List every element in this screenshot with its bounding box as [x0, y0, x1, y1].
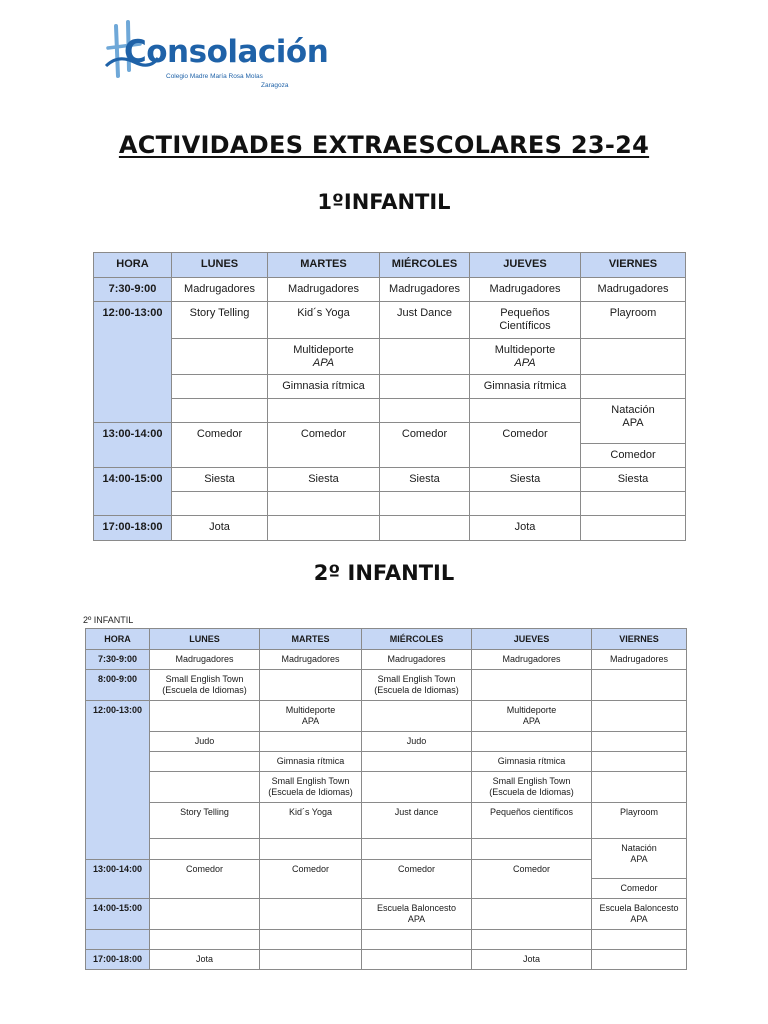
cell — [380, 399, 470, 423]
cell — [172, 492, 268, 516]
hour-cell: 8:00-9:00 — [86, 670, 150, 701]
cell: Gimnasia rítmica — [268, 375, 380, 399]
cell — [380, 375, 470, 399]
table-row — [86, 701, 687, 732]
cell — [362, 950, 472, 970]
cell: Comedor — [470, 423, 581, 468]
cell-line: Escuela Baloncesto — [376, 903, 457, 913]
cell: Jota — [172, 516, 268, 541]
cell-line: APA — [630, 853, 648, 864]
header-jueves: JUEVES — [472, 629, 592, 650]
cell — [362, 670, 472, 701]
table-row — [86, 752, 687, 772]
cell: Madrugadores — [268, 278, 380, 302]
table-row — [86, 839, 687, 860]
cell — [592, 772, 687, 803]
hour-cell: 13:00-14:00 — [94, 423, 172, 468]
table-row — [86, 732, 687, 752]
section-title-1-infantil: 1ºINFANTIL — [317, 190, 451, 214]
header-miercoles: MIÉRCOLES — [380, 253, 470, 278]
hour-cell: 14:00-15:00 — [86, 899, 150, 930]
cell: Gimnasia rítmica — [470, 375, 581, 399]
cell — [150, 752, 260, 772]
table-row — [94, 302, 686, 339]
table-row — [86, 930, 687, 950]
hour-cell — [86, 930, 150, 950]
header-martes: MARTES — [260, 629, 362, 650]
cell — [472, 839, 592, 860]
table-row — [94, 468, 686, 492]
table-row — [94, 339, 686, 375]
cell — [260, 670, 362, 701]
cell — [472, 930, 592, 950]
cell-line: APA — [301, 715, 320, 726]
hour-cell: 17:00-18:00 — [94, 516, 172, 541]
cell-line: Científicos — [499, 320, 551, 333]
cell — [470, 302, 581, 339]
cell: Comedor — [581, 444, 686, 468]
table-row — [86, 670, 687, 701]
cell-line: APA — [514, 357, 536, 370]
logo-subtitle: Colegio Madre María Rosa Molas — [166, 73, 263, 80]
table-row — [94, 399, 686, 423]
header-viernes: VIERNES — [581, 253, 686, 278]
cell-line: (Escuela de Idiomas) — [162, 684, 247, 695]
cell: Pequeños científicos — [472, 803, 592, 839]
cell — [260, 732, 362, 752]
cell — [592, 670, 687, 701]
cell: Gimnasia rítmica — [472, 752, 592, 772]
cell — [581, 492, 686, 516]
cell — [472, 670, 592, 701]
cell — [268, 399, 380, 423]
hour-cell: 17:00-18:00 — [86, 950, 150, 970]
cell-line: Small English Town — [492, 776, 571, 786]
cell — [362, 930, 472, 950]
table-row — [86, 899, 687, 930]
hour-cell: 13:00-14:00 — [86, 860, 150, 899]
cell: Comedor — [362, 860, 472, 899]
cell — [260, 930, 362, 950]
cell: Siesta — [172, 468, 268, 492]
table-row — [94, 492, 686, 516]
cell — [470, 399, 581, 423]
cell — [260, 772, 362, 803]
cell-line: (Escuela de Idiomas) — [374, 684, 459, 695]
cell — [260, 950, 362, 970]
logo-city: Zaragoza — [261, 82, 289, 89]
cell — [472, 772, 592, 803]
cell: Madrugadores — [472, 650, 592, 670]
schedule-table-1-infantil — [93, 252, 686, 541]
cell: Playroom — [592, 803, 687, 839]
cell: Siesta — [470, 468, 581, 492]
cell: Comedor — [592, 879, 687, 899]
cell: Madrugadores — [260, 650, 362, 670]
cell: Jota — [470, 516, 581, 541]
cell — [260, 701, 362, 732]
cell — [150, 701, 260, 732]
cell — [592, 732, 687, 752]
cell — [362, 839, 472, 860]
cell-line: Multideporte — [293, 344, 354, 356]
cell — [362, 701, 472, 732]
header-miercoles: MIÉRCOLES — [362, 629, 472, 650]
cell — [172, 399, 268, 423]
cell-line: Multideporte — [285, 705, 336, 715]
cell-line: Multideporte — [494, 344, 556, 356]
school-logo — [104, 18, 329, 98]
cell: Siesta — [268, 468, 380, 492]
cell — [172, 375, 268, 399]
cell: Comedor — [268, 423, 380, 468]
header-lunes: LUNES — [172, 253, 268, 278]
cell: Comedor — [260, 860, 362, 899]
cell: Kid´s Yoga — [268, 302, 380, 339]
cell-line: Escuela Baloncesto — [599, 903, 679, 913]
table-row — [86, 803, 687, 839]
cell — [260, 839, 362, 860]
cell — [581, 339, 686, 375]
header-martes: MARTES — [268, 253, 380, 278]
header-lunes: LUNES — [150, 629, 260, 650]
cell — [380, 492, 470, 516]
cell-line: Natación — [621, 843, 657, 853]
cell — [592, 839, 687, 879]
schedule-table-2-infantil — [85, 628, 687, 970]
cell — [362, 772, 472, 803]
cell — [268, 339, 380, 375]
cell: Comedor — [380, 423, 470, 468]
cell-line: Small English Town — [165, 674, 244, 684]
cell: Madrugadores — [362, 650, 472, 670]
table-row — [94, 516, 686, 541]
table-row — [86, 950, 687, 970]
table-row — [94, 375, 686, 399]
cell — [150, 772, 260, 803]
table-row — [94, 278, 686, 302]
cell: Judo — [362, 732, 472, 752]
cell: Jota — [472, 950, 592, 970]
cell — [592, 752, 687, 772]
cell-line: APA — [622, 417, 644, 430]
cell — [470, 492, 581, 516]
cell: Gimnasia rítmica — [260, 752, 362, 772]
header-viernes: VIERNES — [592, 629, 687, 650]
cell-line: (Escuela de Idiomas) — [489, 786, 574, 797]
header-jueves: JUEVES — [470, 253, 581, 278]
hour-cell: 14:00-15:00 — [94, 468, 172, 516]
cell — [380, 339, 470, 375]
cell: Madrugadores — [581, 278, 686, 302]
cell: Comedor — [472, 860, 592, 899]
page-title: ACTIVIDADES EXTRAESCOLARES 23-24 — [118, 131, 650, 159]
cell: Just Dance — [380, 302, 470, 339]
cell — [581, 375, 686, 399]
cell: Kid´s Yoga — [260, 803, 362, 839]
header-hora: HORA — [86, 629, 150, 650]
cell: Madrugadores — [172, 278, 268, 302]
cell — [172, 339, 268, 375]
cell-line: APA — [312, 357, 335, 370]
cell — [472, 732, 592, 752]
hour-cell: 7:30-9:00 — [86, 650, 150, 670]
cell — [592, 899, 687, 930]
cell-line: Multideporte — [506, 705, 557, 715]
cell — [592, 701, 687, 732]
section-title-2-infantil: 2º INFANTIL — [313, 561, 455, 585]
cell: Madrugadores — [592, 650, 687, 670]
cell-line: (Escuela de Idiomas) — [268, 786, 353, 797]
cell: Judo — [150, 732, 260, 752]
table-header-row — [86, 629, 687, 650]
header-hora: HORA — [94, 253, 172, 278]
hour-cell: 7:30-9:00 — [94, 278, 172, 302]
cell-line: Small English Town — [377, 674, 456, 684]
cell: Playroom — [581, 302, 686, 339]
table-caption: 2º INFANTIL — [83, 615, 134, 625]
cell — [150, 839, 260, 860]
cell — [592, 930, 687, 950]
cell-line: APA — [630, 913, 648, 924]
cell-line: APA — [522, 715, 541, 726]
cell — [260, 899, 362, 930]
cell — [150, 670, 260, 701]
cell: Comedor — [172, 423, 268, 468]
cell — [592, 950, 687, 970]
cell: Madrugadores — [380, 278, 470, 302]
cell-line: Natación — [611, 404, 655, 416]
cell — [150, 899, 260, 930]
cell — [268, 516, 380, 541]
cell-line: Pequeños — [500, 307, 550, 319]
hour-cell: 12:00-13:00 — [94, 302, 172, 423]
cell — [472, 899, 592, 930]
table-row — [86, 772, 687, 803]
cell — [472, 701, 592, 732]
cell: Story Telling — [172, 302, 268, 339]
cell — [362, 752, 472, 772]
cell: Just dance — [362, 803, 472, 839]
cell: Comedor — [150, 860, 260, 899]
cell — [268, 492, 380, 516]
cell: Madrugadores — [150, 650, 260, 670]
cell — [581, 399, 686, 444]
logo-wordmark: Consolación — [124, 34, 329, 70]
cell: Madrugadores — [470, 278, 581, 302]
cell: Siesta — [581, 468, 686, 492]
cell — [150, 930, 260, 950]
hour-cell: 12:00-13:00 — [86, 701, 150, 860]
cell — [470, 339, 581, 375]
table-row — [86, 650, 687, 670]
cell — [581, 516, 686, 541]
cell: Siesta — [380, 468, 470, 492]
table-header-row — [94, 253, 686, 278]
cell: Story Telling — [150, 803, 260, 839]
cell-line: APA — [407, 913, 426, 924]
cell-line: Small English Town — [271, 776, 350, 786]
cell: Jota — [150, 950, 260, 970]
cell — [362, 899, 472, 930]
cell — [380, 516, 470, 541]
